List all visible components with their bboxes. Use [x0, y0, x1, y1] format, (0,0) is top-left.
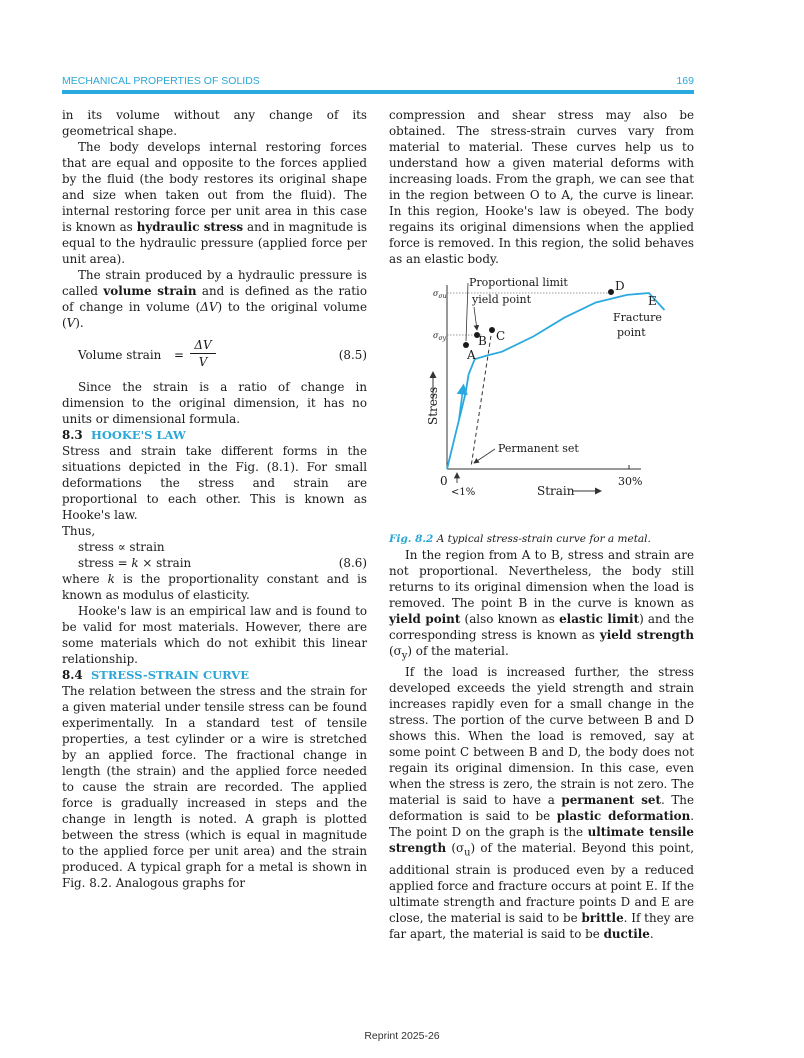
origin-label: 0 — [440, 474, 448, 488]
annotation-fracture: Fracture — [613, 311, 662, 324]
equation-8-6: stress = k × strain (8.6) — [78, 556, 367, 570]
paragraph: where k is the proportionality constant and is known as modulus of elasticity. — [62, 572, 368, 602]
term-volume-strain: volume strain — [103, 284, 197, 298]
y-tick-sigma-u: $\sigma_{\sigma u}$ — [433, 289, 447, 300]
paragraph: The strain produced by a hydraulic pressure is called volume strain and is defined as the ratio of change in volume (ΔV) to the original volume (V). — [62, 268, 367, 330]
paragraph: If the load is increased further, the stress developed exceeds the yield strength and strain increases rapidly even for a small change in the stress. The portion of the curve between B and D shows this. When the load is removed, say at some point C between B and D, the body does not regain its original dimension. In this case, even when the stress is zero, the strain is not zero. The material is said to have a permanent set. The deformation is said to be plastic deformation. The point D on the graph is the ultimate tensile strength $(\sigma_u)$ of the material. Beyond this point, additional strain is produced even by a reduced applied force and fracture occurs at point E. If the ultimate strength and fracture points D and E are close, the material is said to be brittle. If they are far apart, the material is said to be ductile. — [389, 665, 694, 941]
term-hydraulic-stress: hydraulic stress — [136, 220, 244, 234]
paragraph: Since the strain is a ratio of change in dimension to the original dimension, it has no units or dimensional formula. — [62, 380, 367, 426]
section-heading-8-3: 8.3 HOOKE'S LAW — [62, 428, 186, 442]
x-axis-label: Strain — [537, 484, 575, 498]
equation-fraction — [190, 337, 216, 371]
equation-8-5 — [62, 335, 367, 375]
stress-strain-chart — [389, 277, 694, 531]
equation-number: (8.5) — [338, 348, 367, 362]
right-column — [389, 107, 694, 942]
x-tick-lt1: <1% — [451, 487, 476, 498]
term-elastic-limit: elastic limit — [559, 612, 640, 626]
label-A: A — [467, 348, 476, 362]
equation-label: Volume strain — [78, 348, 162, 362]
term-brittle: brittle — [581, 910, 624, 925]
label-D: D — [615, 279, 625, 293]
chapter-title: MECHANICAL PROPERTIES OF SOLIDS — [62, 75, 260, 87]
paragraph: Thus, — [62, 524, 96, 538]
stress-strain-figure — [389, 277, 694, 531]
term-permanent-set: permanent set — [561, 793, 661, 808]
figure-caption: Fig. 8.2 A typical stress-strain curve for a metal. — [389, 533, 651, 545]
paragraph: in its volume without any change of its geometrical shape. — [62, 108, 367, 138]
page-header — [62, 74, 694, 96]
annotation-permanent-set: Permanent set — [498, 442, 579, 455]
point-C — [489, 327, 495, 333]
term-plastic-deformation: plastic deformation — [556, 809, 691, 824]
paragraph: compression and shear stress may also be obtained. The stress-strain curves vary from material to material. These curves help us to understand how a given material deforms with increasing loads. From the graph, we can see that in the region between O to A, the curve is linear. In this region, Hooke's law is obeyed. The body regains its original dimensions when the applied force is removed. In this region, the solid behaves as an elastic body. — [389, 108, 694, 266]
paragraph: Hooke's law is an empirical law and is found to be valid for most materials. However, there are some materials which do not exhibit this linear relationship. — [62, 604, 367, 666]
page-footer: Reprint 2025-26 — [364, 1030, 440, 1042]
term-yield-strength: yield strength — [599, 628, 694, 642]
pointer-yield-point — [474, 307, 477, 330]
left-column — [62, 107, 367, 891]
section-heading-8-4: 8.4 STRESS-STRAIN CURVE — [62, 668, 249, 682]
label-B: B — [478, 334, 487, 348]
equation-number: (8.6) — [338, 556, 367, 570]
y-tick-sigma-y: $\sigma_{\sigma y}$ — [433, 331, 446, 342]
paragraph: The relation between the stress and the strain for a given material under tensile stress can be found experimentally. In a standard test of tensile properties, a test cylinder or a wire is stretched by an applied force. The fractional change in length (the strain) and the applied force needed to cause the strain are recorded. The applied force is gradually increased in steps and the change in length is noted. A graph is plotted between the stress (which is equal in magnitude to the applied force per unit area) and the strain produced. A typical graph for a metal is shown in Fig. 8.2. Analogous graphs for — [62, 684, 367, 890]
point-D — [608, 289, 614, 295]
annotation-proportional-limit: Proportional limit — [469, 277, 568, 289]
fraction-denominator: V — [198, 355, 208, 369]
label-C: C — [496, 329, 506, 343]
x-tick-30-label: 30% — [618, 475, 643, 488]
annotation-yield-point: yield point — [472, 293, 531, 306]
paragraph: In the region from A to B, stress and strain are not proportional. Nevertheless, the body still returns to its original dimension when the load is removed. The point B in the curve is known as yield point (also known as elastic limit) and the corresponding stress is known as yield strength $(\sigma_y)$ of the material. — [389, 548, 694, 662]
header-rule — [62, 90, 694, 94]
term-ductile: ductile — [603, 926, 650, 941]
pointer-proportional-limit — [466, 283, 468, 341]
paragraph: Stress and strain take different forms in the situations depicted in the Fig. (8.1). For small deformations the stress and strain are proportional to each other. This is known as Hooke's law. — [62, 444, 367, 522]
equation-equals: = — [174, 348, 184, 362]
term-ultimate-tensile-strength: ultimate tensile strength — [389, 825, 694, 856]
fraction-numerator: ΔV — [190, 337, 216, 354]
equation-line: stress ∝ strain — [78, 540, 165, 554]
label-E: E — [648, 294, 657, 308]
annotation-point: point — [617, 326, 646, 339]
page-number: 169 — [676, 75, 694, 87]
paragraph: The body develops internal restoring forces that are equal and opposite to the forces applied by the fluid (the body restores its original shape and size when taken out from the fluid). The internal restoring force per unit area in this case is known as hydraulic stress and in magnitude is equal to the hydraulic pressure (applied force per unit area). — [62, 140, 367, 266]
y-axis-label: Stress — [426, 386, 440, 425]
pointer-permanent-set — [474, 449, 495, 463]
term-yield-point: yield point — [389, 612, 461, 626]
